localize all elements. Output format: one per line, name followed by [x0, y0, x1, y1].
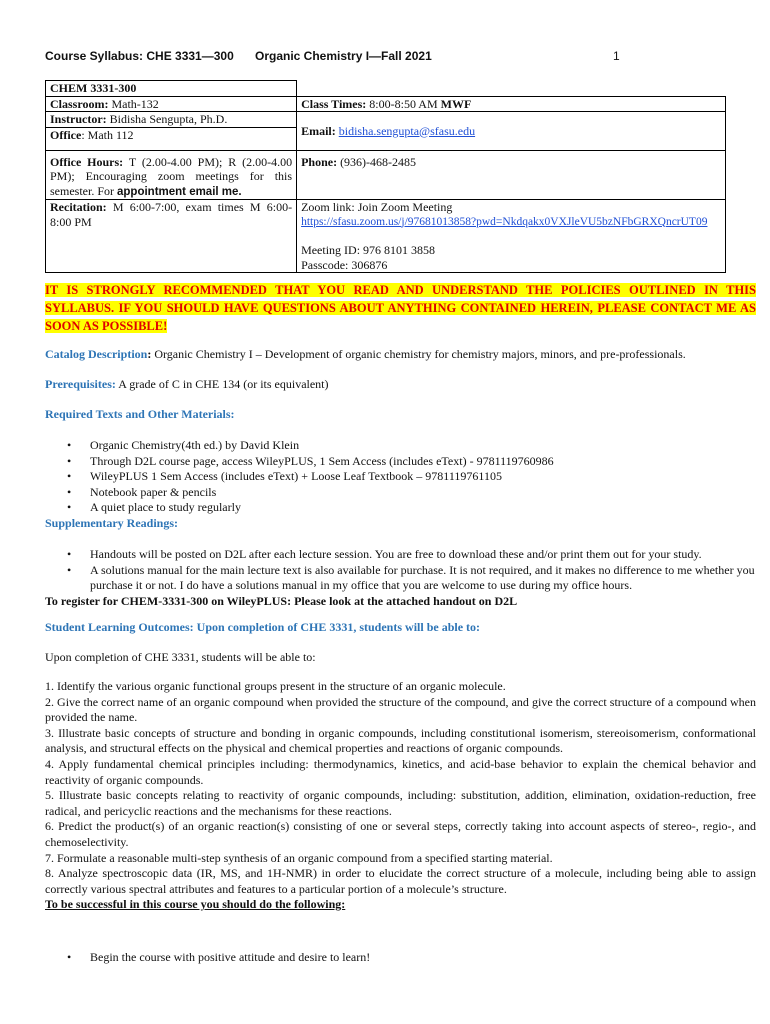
passcode: Passcode: 306876 — [301, 257, 388, 272]
course-code: CHEM 3331-300 — [50, 81, 137, 95]
classroom-value: Math-132 — [111, 96, 159, 111]
email-link[interactable]: bidisha.sengupta@sfasu.edu — [338, 123, 476, 138]
list-item: 8. Analyze spectroscopic data (IR, MS, and 1H-NMR) in order to elucidate the correct structure of a molecule, including being able to assign correctly various spectral attributes and features to a particular portion of a molecule’s structure. — [45, 866, 756, 896]
class-times-value: 8:00-8:50 AM — [369, 96, 438, 111]
catalog-label: Catalog Description — [45, 347, 148, 361]
email-label: Email: — [301, 123, 336, 138]
list-item: 6. Predict the product(s) of an organic reaction(s) consisting of one or several steps, correctly taking into account aspects of stereo-, regio-, and chemoselectivity. — [45, 819, 756, 849]
recitation-label: Recitation: — [50, 200, 107, 214]
list-item: 5. Illustrate basic concepts relating to reactivity of organic compounds, including: substitution, addition, elimination, oxidation-reduction, free radical, and pericyclic reactions and the mechanisms for these reactions. — [45, 788, 756, 818]
empty-cell — [297, 81, 726, 97]
office-label: Office — [50, 127, 82, 142]
phone-value: (936)-468-2485 — [340, 154, 417, 169]
supplementary-heading — [45, 516, 756, 532]
prerequisites-label: Prerequisites: — [45, 377, 116, 391]
prerequisites-text: A grade of C in CHE 134 (or its equivalent) — [118, 377, 329, 391]
office-hours-cell — [46, 150, 297, 200]
required-texts-heading — [45, 407, 756, 423]
office-hours-emph: appointment email me. — [117, 185, 242, 198]
list-item: • Handouts will be posted on D2L after each lecture session. You are free to download these and/or print them out for your study. — [45, 547, 756, 563]
phone-cell — [297, 150, 726, 200]
phone-label: Phone: — [301, 154, 338, 169]
recitation-cell — [46, 200, 297, 273]
instructor-label: Instructor: — [50, 112, 107, 126]
email-cell — [297, 112, 726, 151]
office-hours-value: T (2.00-4.00 PM); R (2.00-4.00 PM); Encouraging zoom meetings for this semester. For — [50, 154, 293, 198]
zoom-label: Zoom link: Join Zoom Meeting — [301, 200, 453, 214]
list-item: • A quiet place to study regularly — [45, 500, 756, 516]
course-code-cell — [46, 81, 297, 97]
office-cell — [46, 127, 297, 150]
supplementary-list — [45, 547, 756, 594]
outcomes-list — [45, 679, 756, 913]
zoom-url-link[interactable]: https://sfasu.zoom.us/j/97681013858?pwd=Nkdqakx0VXJleVU5bzNFbGRXQncrUT09 — [301, 215, 708, 228]
list-item: 3. Illustrate basic concepts of structure and bonding in organic compounds, including constitutional isomerism, stereoisomerism, conformational analysis, and structural effects on the physical and chemical properties and reactions of organic compounds. — [45, 725, 756, 756]
list-item: • Begin the course with positive attitude and desire to learn! — [45, 950, 756, 966]
list-item: 2. Give the correct name of an organic compound when provided the structure of the compound, and give the correct structure of a compound when provided the name. — [45, 694, 756, 725]
outcomes-heading — [45, 620, 756, 636]
class-times-cell — [297, 96, 726, 112]
office-value: : Math 112 — [81, 127, 134, 142]
zoom-cell — [297, 200, 726, 273]
outcomes-heading-text: Student Learning Outcomes: Upon completion of CHE 3331, students will be able to: — [45, 620, 481, 634]
classroom-label: Classroom: — [50, 96, 109, 111]
classroom-cell — [46, 96, 297, 112]
page-header — [45, 49, 725, 65]
class-times-label: Class Times: — [301, 96, 367, 111]
required-texts-list — [45, 438, 756, 516]
header-title: Organic Chemistry I—Fall 2021 — [255, 49, 432, 63]
spacer — [301, 229, 721, 243]
instructor-value: Bidisha Sengupta, Ph.D. — [109, 112, 228, 126]
page-number: 1 — [613, 49, 620, 63]
list-item: • WileyPLUS 1 Sem Access (includes eText) + Loose Leaf Textbook – 9781119761105 — [45, 469, 756, 485]
catalog-description — [45, 347, 756, 363]
supplementary-heading-text: Supplementary Readings: — [45, 516, 179, 530]
list-item: 4. Apply fundamental chemical principles including: thermodynamics, kinetics, and acid-base behavior to explain the chemical behavior and reactivity of organic compounds. — [45, 756, 756, 787]
list-item: • Through D2L course page, access WileyPLUS, 1 Sem Access (includes eText) - 9781119760986 — [45, 454, 756, 470]
course-info-table — [45, 80, 726, 273]
policy-banner — [45, 281, 756, 335]
catalog-text: Organic Chemistry I – Development of organic chemistry for chemistry majors, minors, and pre-professionals. — [154, 347, 686, 361]
list-item: • A solutions manual for the main lecture text is also available for purchase. It is not required, and it makes no difference to me whether you purchase it or not. I do have a solutions manual in my office that you are welcome to use during my office hours. — [45, 563, 756, 594]
policy-banner-text: IT IS STRONGLY RECOMMENDED THAT YOU READ AND UNDERSTAND THE POLICIES OUTLINED IN THIS SYLLABUS. IF YOU SHOULD HAVE QUESTIONS ABOUT ANYTHING CONTAINED HEREIN, PLEASE CONTACT ME AS SOON AS POSSIBLE! — [45, 283, 756, 333]
instructor-cell — [46, 112, 297, 128]
outcomes-intro: Upon completion of CHE 3331, students will be able to: — [45, 650, 316, 664]
list-item: 7. Formulate a reasonable multi-step synthesis of an organic compound from a specified starting material. — [45, 850, 553, 865]
class-days: MWF — [440, 96, 472, 111]
success-heading: To be successful in this course you should do the following: — [45, 897, 346, 912]
list-item: • Organic Chemistry(4th ed.) by David Klein — [45, 438, 756, 454]
meeting-id: Meeting ID: 976 8101 3858 — [301, 243, 436, 257]
prerequisites — [45, 377, 756, 393]
list-item: • Notebook paper & pencils — [45, 485, 756, 501]
list-item: 1. Identify the various organic functional groups present in the structure of an organic molecule. — [45, 679, 506, 693]
register-note: To register for CHEM-3331-300 on WileyPLUS: Please look at the attached handout on D2L — [45, 594, 518, 608]
recitation-value: M 6:00-7:00, exam times M 6:00-8:00 PM — [50, 200, 293, 229]
required-texts-heading-text: Required Texts and Other Materials: — [45, 407, 235, 421]
success-list — [45, 950, 756, 966]
catalog-colon: : — [147, 347, 152, 361]
header-course: Course Syllabus: CHE 3331—300 — [45, 49, 234, 63]
office-hours-label: Office Hours: — [50, 154, 124, 169]
